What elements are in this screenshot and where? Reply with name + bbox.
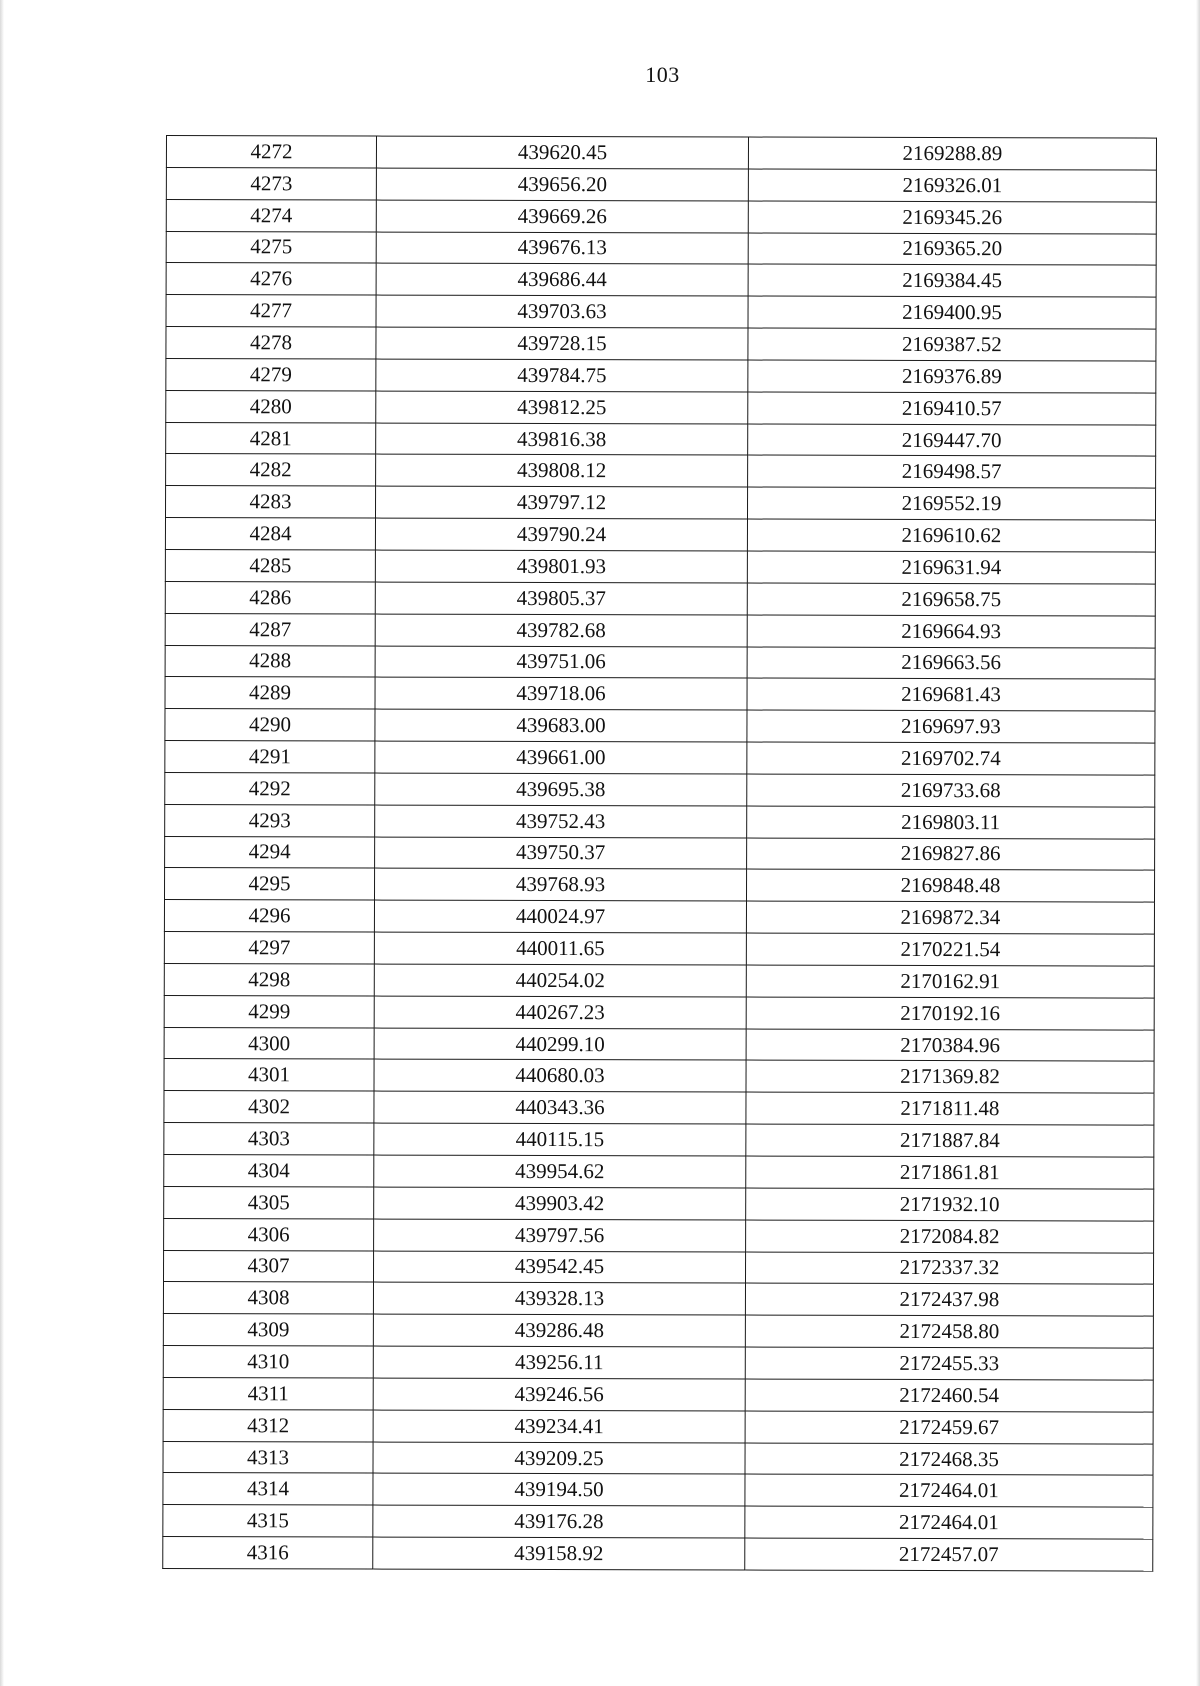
table-row	[163, 1314, 1153, 1348]
y-coordinate-cell: 2169447.70	[748, 424, 1156, 457]
table-row	[166, 390, 1156, 424]
point-id-cell: 4300	[164, 1027, 374, 1059]
point-id-cell: 4301	[164, 1059, 374, 1091]
x-coordinate-cell: 439256.11	[373, 1346, 745, 1379]
point-id-cell: 4274	[166, 199, 376, 231]
point-id-cell: 4313	[163, 1441, 373, 1473]
y-coordinate-cell: 2172337.32	[745, 1252, 1153, 1285]
point-id-cell: 4284	[165, 518, 375, 550]
point-id-cell: 4308	[163, 1282, 373, 1314]
point-id-cell: 4278	[166, 327, 376, 359]
point-id-cell: 4299	[164, 995, 374, 1027]
y-coordinate-cell: 2169827.86	[747, 838, 1155, 871]
point-id-cell: 4294	[165, 836, 375, 868]
scan-edge-left	[0, 0, 4, 1686]
x-coordinate-cell: 439194.50	[373, 1473, 745, 1506]
x-coordinate-cell: 440115.15	[374, 1123, 746, 1156]
table-row	[164, 1218, 1154, 1252]
table-row	[166, 231, 1156, 265]
x-coordinate-cell: 439703.63	[376, 295, 748, 328]
y-coordinate-cell: 2169872.34	[746, 901, 1154, 934]
x-coordinate-cell: 440254.02	[374, 964, 746, 997]
point-id-cell: 4309	[163, 1314, 373, 1346]
y-coordinate-cell: 2170162.91	[746, 965, 1154, 998]
table-row	[163, 1377, 1153, 1411]
table-row	[163, 1346, 1153, 1380]
table-row	[166, 454, 1156, 488]
y-coordinate-cell: 2172437.98	[745, 1283, 1153, 1316]
coordinate-table-body	[163, 136, 1157, 1572]
table-row	[164, 963, 1154, 997]
y-coordinate-cell: 2169384.45	[748, 264, 1156, 297]
table-row	[165, 804, 1155, 838]
x-coordinate-cell: 439751.06	[375, 646, 747, 679]
table-row	[164, 1027, 1154, 1061]
x-coordinate-cell: 439954.62	[374, 1155, 746, 1188]
point-id-cell: 4295	[164, 868, 374, 900]
x-coordinate-cell: 439768.93	[374, 868, 746, 901]
x-coordinate-cell: 439750.37	[375, 837, 747, 870]
x-coordinate-cell: 439816.38	[376, 423, 748, 456]
x-coordinate-cell: 439782.68	[375, 614, 747, 647]
page-number: 103	[645, 62, 680, 87]
point-id-cell: 4273	[166, 167, 376, 199]
point-id-cell: 4305	[164, 1186, 374, 1218]
table-row	[163, 1537, 1153, 1571]
point-id-cell: 4293	[165, 804, 375, 836]
y-coordinate-cell: 2169697.93	[747, 710, 1155, 743]
point-id-cell: 4302	[164, 1091, 374, 1123]
table-row	[165, 741, 1155, 775]
y-coordinate-cell: 2169658.75	[747, 583, 1155, 616]
x-coordinate-cell: 439797.56	[374, 1219, 746, 1252]
point-id-cell: 4272	[166, 136, 376, 168]
table-row	[166, 136, 1156, 170]
y-coordinate-cell: 2170192.16	[746, 997, 1154, 1030]
point-id-cell: 4286	[165, 581, 375, 613]
x-coordinate-cell: 439656.20	[376, 168, 748, 201]
y-coordinate-cell: 2172457.07	[745, 1538, 1153, 1571]
table-row	[165, 677, 1155, 711]
y-coordinate-cell: 2169631.94	[747, 551, 1155, 584]
x-coordinate-cell: 440024.97	[374, 900, 746, 933]
coordinate-table	[162, 135, 1157, 1572]
point-id-cell: 4281	[166, 422, 376, 454]
table-row	[163, 1409, 1153, 1443]
y-coordinate-cell: 2171369.82	[746, 1060, 1154, 1093]
table-row	[165, 486, 1155, 520]
y-coordinate-cell: 2172468.35	[745, 1443, 1153, 1476]
table-row	[164, 932, 1154, 966]
y-coordinate-cell: 2172455.33	[745, 1347, 1153, 1380]
y-coordinate-cell: 2170384.96	[746, 1029, 1154, 1062]
table-row	[166, 295, 1156, 329]
y-coordinate-cell: 2170221.54	[746, 933, 1154, 966]
y-coordinate-cell: 2172464.01	[745, 1474, 1153, 1507]
table-row	[166, 167, 1156, 201]
y-coordinate-cell: 2169848.48	[746, 869, 1154, 902]
x-coordinate-cell: 440011.65	[374, 932, 746, 965]
point-id-cell: 4275	[166, 231, 376, 263]
point-id-cell: 4310	[163, 1346, 373, 1378]
y-coordinate-cell: 2171811.48	[746, 1092, 1154, 1125]
scan-edge-right	[1196, 0, 1200, 1686]
x-coordinate-cell: 439246.56	[373, 1378, 745, 1411]
x-coordinate-cell: 439812.25	[376, 391, 748, 424]
y-coordinate-cell: 2169288.89	[748, 137, 1156, 170]
x-coordinate-cell: 439286.48	[373, 1314, 745, 1347]
point-id-cell: 4279	[166, 358, 376, 390]
table-row	[164, 1186, 1154, 1220]
x-coordinate-cell: 439234.41	[373, 1410, 745, 1443]
y-coordinate-cell: 2169681.43	[747, 678, 1155, 711]
y-coordinate-cell: 2169552.19	[747, 487, 1155, 520]
y-coordinate-cell: 2169702.74	[747, 742, 1155, 775]
point-id-cell: 4285	[165, 549, 375, 581]
point-id-cell: 4298	[164, 963, 374, 995]
table-row	[165, 772, 1155, 806]
table-row	[165, 709, 1155, 743]
x-coordinate-cell: 439209.25	[373, 1442, 745, 1475]
point-id-cell: 4282	[166, 454, 376, 486]
point-id-cell: 4289	[165, 677, 375, 709]
point-id-cell: 4276	[166, 263, 376, 295]
y-coordinate-cell: 2169326.01	[748, 169, 1156, 202]
y-coordinate-cell: 2169803.11	[747, 806, 1155, 839]
x-coordinate-cell: 440299.10	[374, 1028, 746, 1061]
point-id-cell: 4280	[166, 390, 376, 422]
point-id-cell: 4314	[163, 1473, 373, 1505]
point-id-cell: 4291	[165, 741, 375, 773]
x-coordinate-cell: 440267.23	[374, 996, 746, 1029]
table-row	[166, 358, 1156, 392]
point-id-cell: 4283	[165, 486, 375, 518]
x-coordinate-cell: 439669.26	[376, 200, 748, 233]
table-row	[165, 836, 1155, 870]
x-coordinate-cell: 440680.03	[374, 1060, 746, 1093]
y-coordinate-cell: 2171887.84	[746, 1124, 1154, 1157]
x-coordinate-cell: 439686.44	[376, 263, 748, 296]
point-id-cell: 4297	[164, 932, 374, 964]
table-row	[166, 199, 1156, 233]
y-coordinate-cell: 2169733.68	[747, 774, 1155, 807]
x-coordinate-cell: 439801.93	[375, 550, 747, 583]
y-coordinate-cell: 2172458.80	[745, 1315, 1153, 1348]
y-coordinate-cell: 2172460.54	[745, 1379, 1153, 1412]
table-row	[165, 581, 1155, 615]
y-coordinate-cell: 2169664.93	[747, 615, 1155, 648]
y-coordinate-cell: 2172459.67	[745, 1411, 1153, 1444]
x-coordinate-cell: 439158.92	[373, 1537, 745, 1570]
point-id-cell: 4304	[164, 1154, 374, 1186]
table-row	[163, 1441, 1153, 1475]
point-id-cell: 4316	[163, 1537, 373, 1569]
table-row	[164, 868, 1154, 902]
y-coordinate-cell: 2169498.57	[748, 455, 1156, 488]
point-id-cell: 4307	[163, 1250, 373, 1282]
x-coordinate-cell: 439695.38	[375, 773, 747, 806]
x-coordinate-cell: 440343.36	[374, 1091, 746, 1124]
table-row	[164, 1091, 1154, 1125]
point-id-cell: 4312	[163, 1409, 373, 1441]
y-coordinate-cell: 2169345.26	[748, 201, 1156, 234]
x-coordinate-cell: 439805.37	[375, 582, 747, 615]
x-coordinate-cell: 439683.00	[375, 709, 747, 742]
x-coordinate-cell: 439784.75	[376, 359, 748, 392]
point-id-cell: 4315	[163, 1505, 373, 1537]
x-coordinate-cell: 439718.06	[375, 677, 747, 710]
x-coordinate-cell: 439903.42	[374, 1187, 746, 1220]
table-row	[163, 1505, 1153, 1539]
table-row	[165, 518, 1155, 552]
x-coordinate-cell: 439752.43	[375, 805, 747, 838]
point-id-cell: 4303	[164, 1123, 374, 1155]
table-row	[164, 1154, 1154, 1188]
table-row	[163, 1250, 1153, 1284]
point-id-cell: 4277	[166, 295, 376, 327]
point-id-cell: 4292	[165, 772, 375, 804]
point-id-cell: 4287	[165, 613, 375, 645]
x-coordinate-cell: 439676.13	[376, 232, 748, 265]
table-row	[164, 1123, 1154, 1157]
x-coordinate-cell: 439808.12	[376, 454, 748, 487]
point-id-cell: 4306	[164, 1218, 374, 1250]
x-coordinate-cell: 439620.45	[376, 136, 748, 169]
x-coordinate-cell: 439542.45	[373, 1251, 745, 1284]
table-row	[166, 422, 1156, 456]
table-row	[163, 1282, 1153, 1316]
table-row	[166, 263, 1156, 297]
x-coordinate-cell: 439176.28	[373, 1505, 745, 1538]
x-coordinate-cell: 439661.00	[375, 741, 747, 774]
x-coordinate-cell: 439728.15	[376, 327, 748, 360]
table-row	[164, 1059, 1154, 1093]
x-coordinate-cell: 439790.24	[375, 518, 747, 551]
table-row	[165, 549, 1155, 583]
y-coordinate-cell: 2172084.82	[746, 1220, 1154, 1253]
point-id-cell: 4296	[164, 900, 374, 932]
y-coordinate-cell: 2171932.10	[746, 1188, 1154, 1221]
point-id-cell: 4311	[163, 1377, 373, 1409]
x-coordinate-cell: 439797.12	[375, 486, 747, 519]
y-coordinate-cell: 2169387.52	[748, 328, 1156, 361]
table-row	[163, 1473, 1153, 1507]
y-coordinate-cell: 2169400.95	[748, 296, 1156, 329]
table-row	[164, 900, 1154, 934]
y-coordinate-cell: 2171861.81	[746, 1156, 1154, 1189]
point-id-cell: 4288	[165, 645, 375, 677]
y-coordinate-cell: 2169376.89	[748, 360, 1156, 393]
y-coordinate-cell: 2172464.01	[745, 1506, 1153, 1539]
table-row	[165, 645, 1155, 679]
table-row	[166, 327, 1156, 361]
table-row	[165, 613, 1155, 647]
y-coordinate-cell: 2169410.57	[748, 392, 1156, 425]
y-coordinate-cell: 2169365.20	[748, 233, 1156, 266]
y-coordinate-cell: 2169610.62	[747, 519, 1155, 552]
point-id-cell: 4290	[165, 709, 375, 741]
table-row	[164, 995, 1154, 1029]
x-coordinate-cell: 439328.13	[373, 1282, 745, 1315]
y-coordinate-cell: 2169663.56	[747, 647, 1155, 680]
